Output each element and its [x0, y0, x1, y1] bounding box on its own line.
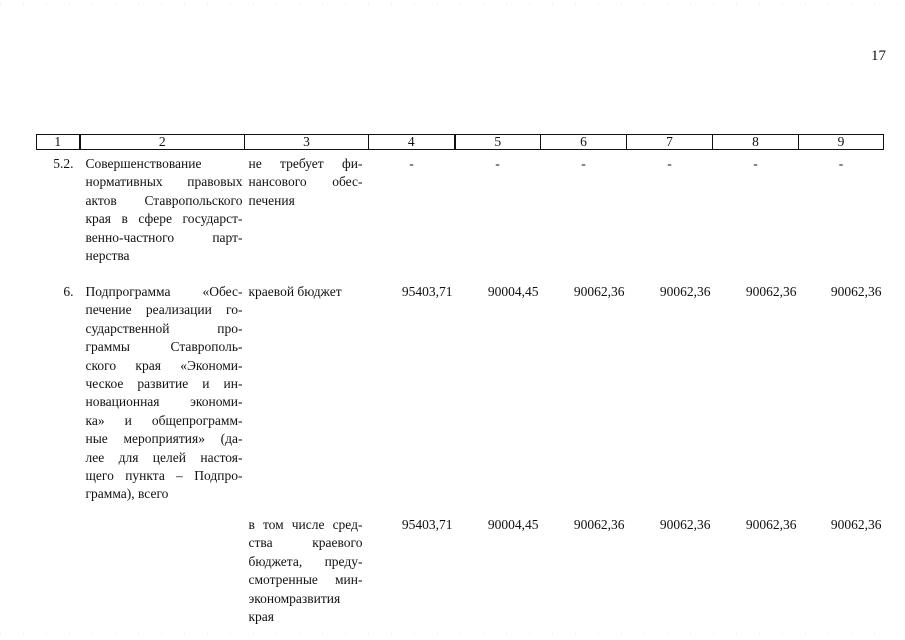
value-cell: - — [667, 156, 672, 171]
row-number: 5.2. — [53, 156, 74, 171]
name-line: печение реализации го- — [85, 302, 243, 318]
source-line: краевой бюджет — [248, 284, 342, 299]
name-line: ные мероприятия» (да- — [85, 431, 243, 447]
source-line: ства краевого — [248, 535, 363, 551]
source-line: нансового обес- — [248, 174, 363, 190]
value-cell: 95403,71 — [401, 516, 453, 532]
table-row — [37, 267, 884, 504]
header-cell: 4 — [369, 135, 455, 150]
name-line: края в сфере государст- — [85, 211, 243, 227]
value-cell: - — [838, 156, 844, 171]
header-cell: 5 — [455, 135, 541, 150]
value-cell: - — [409, 156, 414, 171]
row-name — [80, 504, 245, 626]
value-cell: 95403,71 — [401, 284, 453, 299]
value-cell: 90062,36 — [573, 516, 625, 532]
header-cell: 9 — [799, 135, 884, 150]
scan-artifact-bottom — [0, 633, 905, 634]
name-line: нерства — [85, 248, 130, 264]
name-line: новационная экономи- — [85, 394, 243, 410]
name-line: ка» и общепрограмм- — [85, 412, 243, 428]
value-cell: 90062,36 — [659, 516, 711, 532]
name-line: венно-частного парт- — [85, 229, 243, 245]
row-source — [245, 150, 369, 268]
value-cell: - — [753, 156, 758, 171]
value-cell: 90004,45 — [487, 284, 539, 299]
value-cell: 90062,36 — [659, 284, 711, 299]
header-cell: 8 — [713, 135, 799, 150]
name-line: Подпрограмма «Обес- — [85, 284, 243, 299]
row-number: 6. — [63, 284, 74, 299]
name-line: лее для целей настоя- — [85, 449, 243, 465]
budget-table — [36, 134, 884, 626]
name-line: Совершенствование — [85, 156, 202, 171]
source-line: края — [248, 608, 275, 624]
name-line: щего пункта – Подпро- — [85, 468, 243, 484]
value-cell: 90062,36 — [573, 284, 625, 299]
value-cell: 90062,36 — [830, 284, 882, 299]
name-line: ческое развитие и ин- — [85, 376, 243, 392]
name-line: ского края «Экономи- — [85, 357, 243, 373]
source-line: экономразвития — [248, 590, 341, 606]
row-name — [80, 267, 245, 504]
value-cell: - — [581, 156, 586, 171]
header-cell: 2 — [80, 135, 245, 150]
header-cell: 3 — [245, 135, 369, 150]
header-cell: 1 — [37, 135, 80, 150]
value-cell: 90062,36 — [745, 284, 797, 299]
row-source — [245, 267, 369, 504]
source-line: смотренные мин- — [248, 572, 363, 588]
value-cell: 90004,45 — [487, 516, 539, 532]
source-line: печения — [248, 192, 295, 208]
source-line: бюджета, преду- — [248, 553, 363, 569]
source-line: в том числе сред- — [248, 516, 363, 532]
table-row — [37, 150, 884, 268]
name-line: граммы Ставрополь- — [85, 339, 243, 355]
table-row — [37, 504, 884, 626]
page-number: 17 — [871, 48, 886, 64]
header-cell: 7 — [627, 135, 713, 150]
row-number — [37, 504, 80, 626]
row-source — [245, 504, 369, 626]
value-cell: - — [495, 156, 500, 171]
row-name — [80, 150, 245, 268]
value-cell: 90062,36 — [745, 516, 797, 532]
source-line: не требует фи- — [248, 156, 363, 171]
name-line: нормативных правовых — [85, 174, 243, 190]
value-cell: 90062,36 — [830, 516, 882, 532]
name-line: грамма), всего — [85, 486, 169, 502]
column-number-header — [37, 135, 884, 150]
name-line: сударственной про- — [85, 320, 243, 336]
name-line: актов Ставропольского — [85, 192, 243, 208]
header-cell: 6 — [541, 135, 627, 150]
scan-artifact-top — [0, 4, 905, 5]
